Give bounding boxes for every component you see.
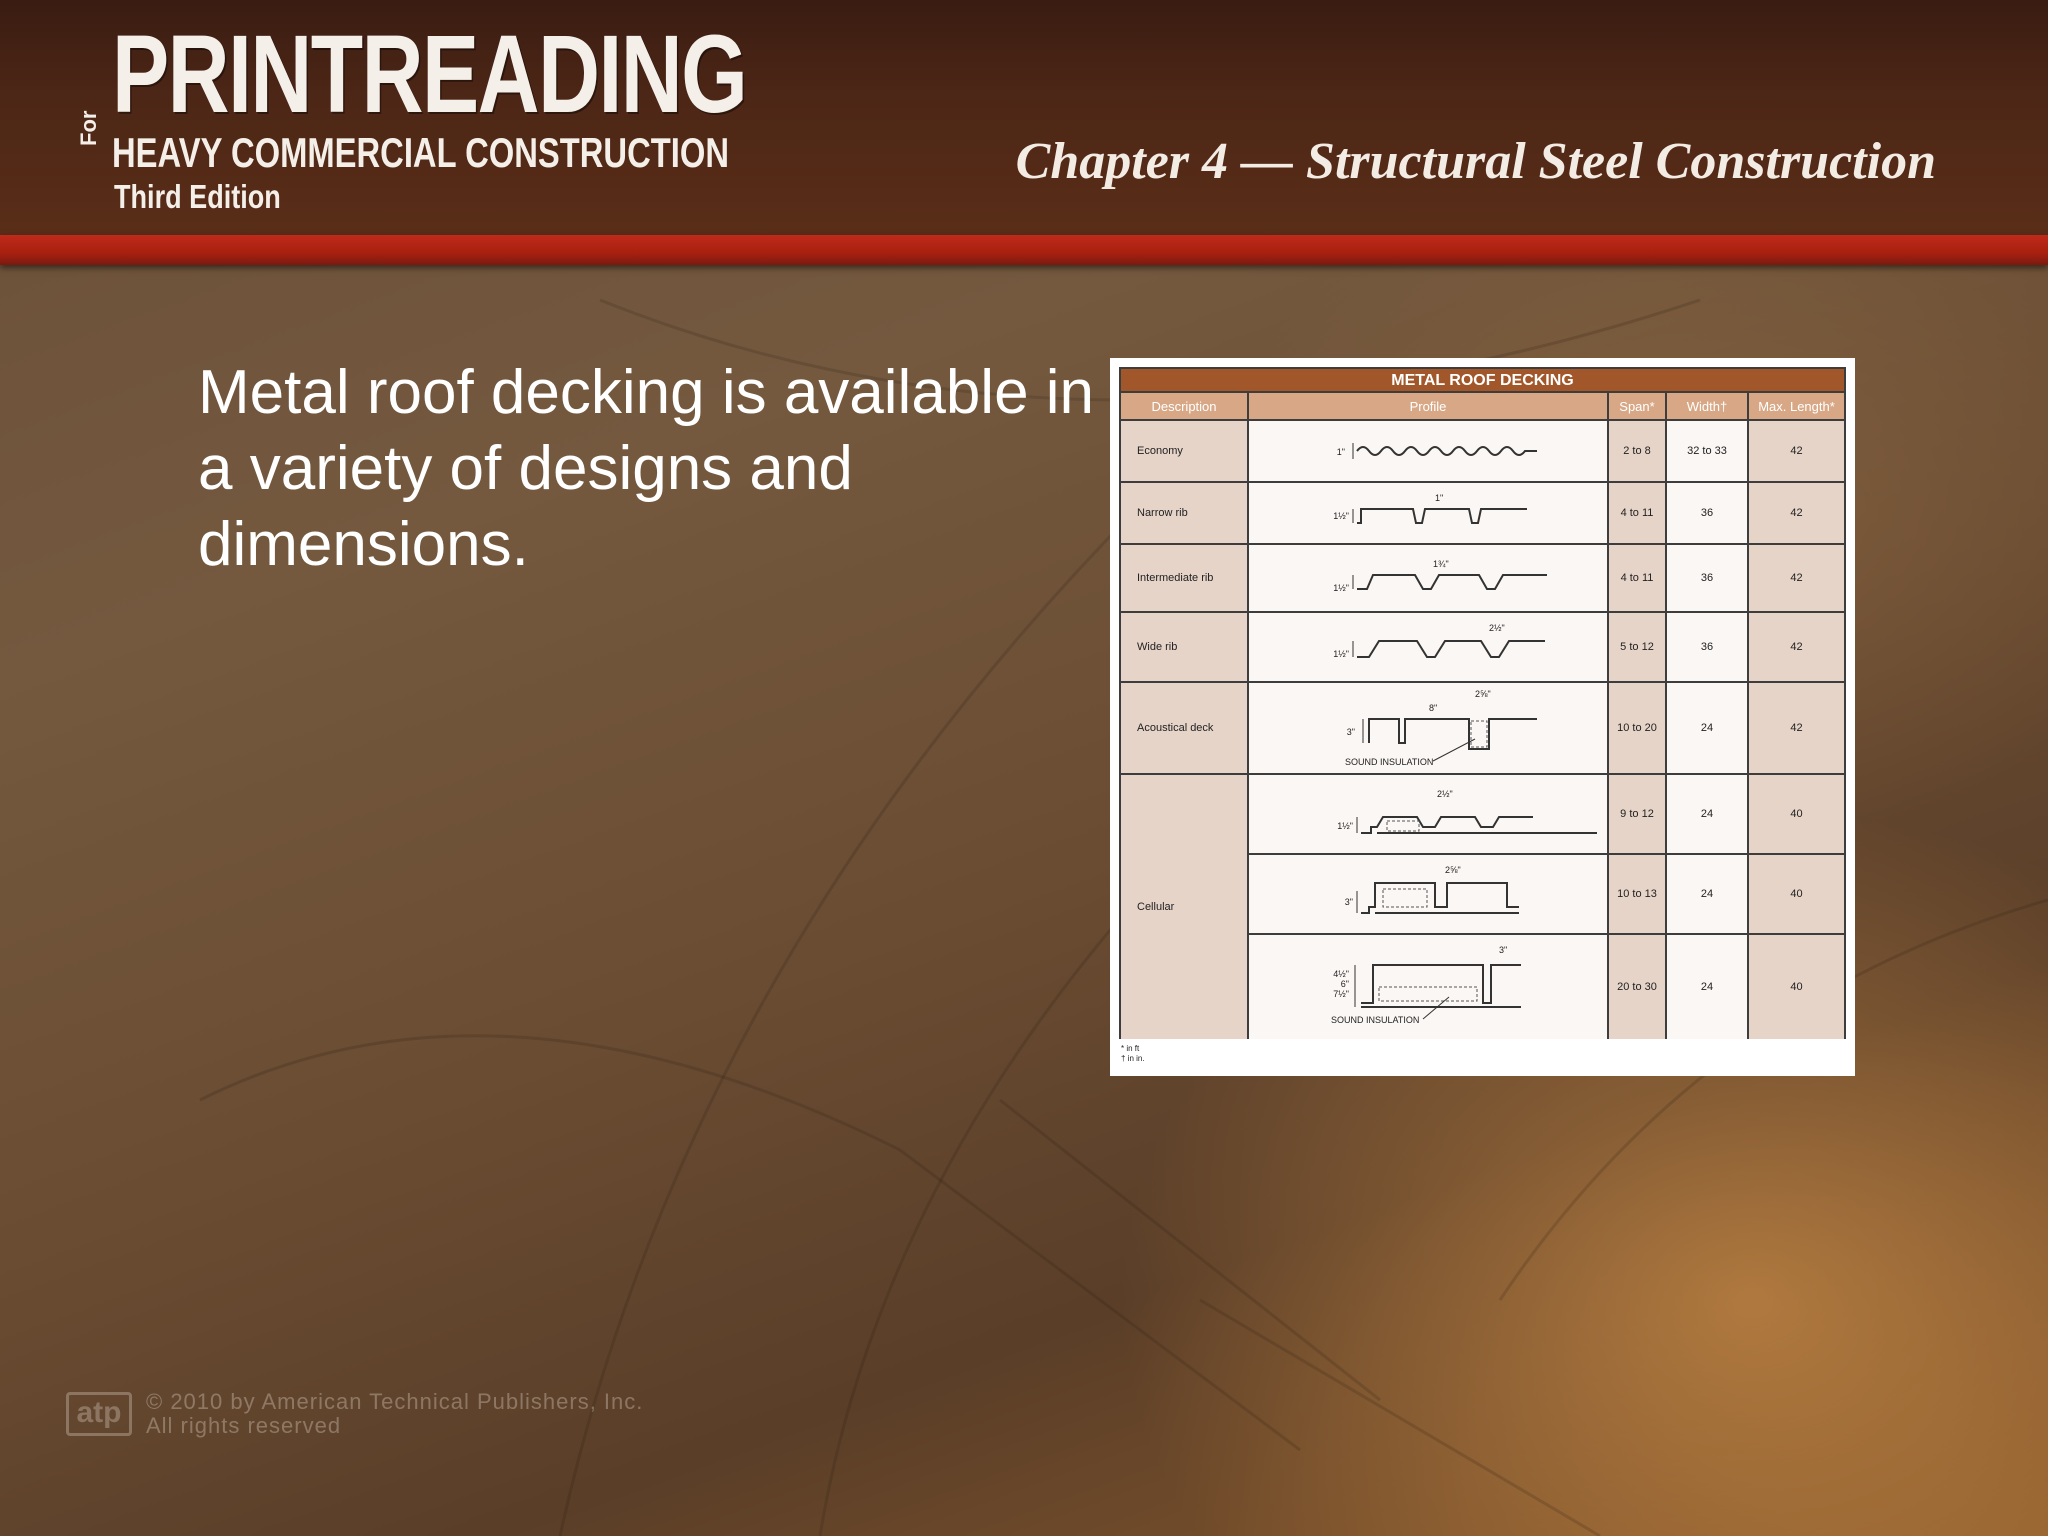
dim-label: 2½" — [1437, 789, 1453, 799]
profile-intermediate-rib — [1249, 545, 1609, 613]
header-description: Description — [1121, 393, 1249, 421]
dim-label: 1" — [1336, 447, 1345, 457]
row-cellular-2-span: 10 to 13 — [1609, 855, 1667, 935]
row-acoustical-deck-max-length: 42 — [1749, 683, 1844, 775]
dim-label: 1½" — [1333, 583, 1349, 593]
footnote-width: † in in. — [1121, 1054, 1145, 1063]
footnote-span: * in ft — [1121, 1044, 1140, 1053]
logo-edition: Third Edition — [114, 178, 281, 215]
row-economy-span: 2 to 8 — [1609, 421, 1667, 483]
copyright-block — [66, 1390, 643, 1438]
row-acoustical-deck-width: 24 — [1667, 683, 1749, 775]
row-cellular-1-width: 24 — [1667, 775, 1749, 855]
dim-label: 2½" — [1489, 623, 1505, 633]
row-acoustical-deck-span: 10 to 20 — [1609, 683, 1667, 775]
dim-label: 3" — [1344, 897, 1353, 907]
row-narrow-rib-width: 36 — [1667, 483, 1749, 545]
row-cellular-3-max-length: 40 — [1749, 935, 1844, 1039]
dim-label: 1¾" — [1433, 559, 1449, 569]
dim-label: 1½" — [1333, 511, 1349, 521]
sound-insulation-label: SOUND INSULATION — [1345, 757, 1434, 767]
header-max-length: Max. Length* — [1749, 393, 1844, 421]
row-intermediate-rib-span: 4 to 11 — [1609, 545, 1667, 613]
row-cellular-3-span: 20 to 30 — [1609, 935, 1667, 1039]
row-narrow-rib-max-length: 42 — [1749, 483, 1844, 545]
row-cellular-3-width: 24 — [1667, 935, 1749, 1039]
dim-label: 3" — [1499, 945, 1508, 955]
metal-roof-decking-figure — [1110, 358, 1855, 1076]
row-economy-description: Economy — [1121, 421, 1249, 483]
row-narrow-rib-span: 4 to 11 — [1609, 483, 1667, 545]
row-intermediate-rib-max-length: 42 — [1749, 545, 1844, 613]
dim-label: 3" — [1346, 727, 1355, 737]
row-cellular-1-max-length: 40 — [1749, 775, 1844, 855]
dim-label: 1½" — [1333, 649, 1349, 659]
dim-label: 7½" — [1333, 989, 1349, 999]
copyright-text — [146, 1390, 643, 1438]
row-wide-rib-width: 36 — [1667, 613, 1749, 683]
table-title: METAL ROOF DECKING — [1121, 369, 1844, 393]
row-cellular-2-width: 24 — [1667, 855, 1749, 935]
table-footnotes — [1121, 1044, 1145, 1064]
header-stripe — [0, 235, 2048, 265]
row-wide-rib-span: 5 to 12 — [1609, 613, 1667, 683]
logo-subtitle: HEAVY COMMERCIAL CONSTRUCTION — [112, 129, 730, 176]
logo-for: For — [76, 110, 101, 146]
row-acoustical-deck-description: Acoustical deck — [1121, 683, 1249, 775]
row-cellular-description: Cellular — [1121, 775, 1249, 1039]
slide-bullet-text: Metal roof decking is available in a variety of designs and dimensions. — [198, 358, 1095, 579]
profile-economy — [1249, 421, 1609, 483]
atp-logo: atp — [66, 1392, 132, 1436]
dim-label: 2⅝" — [1445, 865, 1461, 875]
chapter-title: Chapter 4 — Structural Steel Construction — [1015, 133, 1936, 190]
row-intermediate-rib-description: Intermediate rib — [1121, 545, 1249, 613]
header-profile: Profile — [1249, 393, 1609, 421]
row-cellular-2-max-length: 40 — [1749, 855, 1844, 935]
profile-cellular-1 — [1249, 775, 1609, 855]
dim-label: 4½" — [1333, 969, 1349, 979]
row-economy-max-length: 42 — [1749, 421, 1844, 483]
row-intermediate-rib-width: 36 — [1667, 545, 1749, 613]
profile-wide-rib — [1249, 613, 1609, 683]
profile-cellular-2 — [1249, 855, 1609, 935]
dim-label: 1" — [1435, 493, 1444, 503]
row-cellular-1-span: 9 to 12 — [1609, 775, 1667, 855]
row-wide-rib-max-length: 42 — [1749, 613, 1844, 683]
sound-insulation-label: SOUND INSULATION — [1331, 1015, 1420, 1025]
row-narrow-rib-description: Narrow rib — [1121, 483, 1249, 545]
dim-label: 1½" — [1337, 821, 1353, 831]
profile-acoustical-deck — [1249, 683, 1609, 775]
header-span: Span* — [1609, 393, 1667, 421]
header-width: Width† — [1667, 393, 1749, 421]
row-wide-rib-description: Wide rib — [1121, 613, 1249, 683]
copyright-line-2: All rights reserved — [146, 1413, 342, 1438]
dim-label: 8" — [1429, 703, 1438, 713]
profile-narrow-rib — [1249, 483, 1609, 545]
dim-label: 6" — [1340, 979, 1349, 989]
slide-header — [0, 0, 2048, 235]
dim-label: 2⅝" — [1475, 689, 1491, 699]
metal-roof-decking-table — [1119, 367, 1846, 1039]
row-economy-width: 32 to 33 — [1667, 421, 1749, 483]
profile-cellular-3 — [1249, 935, 1609, 1039]
copyright-line-1: © 2010 by American Technical Publishers, Inc. — [146, 1389, 644, 1414]
logo-printreading: PRINTREADING — [112, 13, 747, 136]
